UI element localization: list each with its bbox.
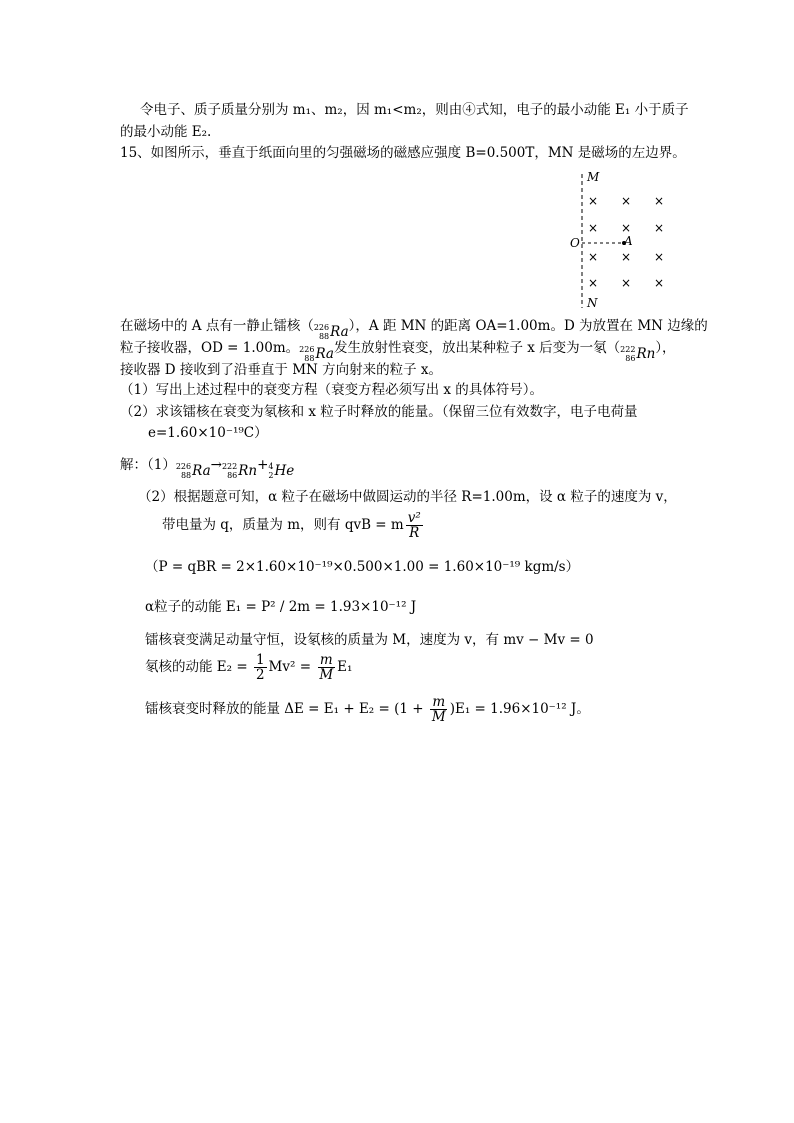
numerator: m bbox=[432, 694, 446, 710]
field-cross: × bbox=[621, 250, 632, 264]
solution-2-line-1: （2）根据题意可知，α 粒子在磁场中做圆运动的半径 R=1.00m，设 α 粒子的速度为 v， bbox=[138, 489, 677, 505]
label-O: O bbox=[570, 236, 580, 250]
text: 粒子接收器，OD = 1.00m。 bbox=[120, 340, 300, 356]
field-cross: × bbox=[588, 194, 599, 208]
text: 解：（1） bbox=[120, 457, 176, 473]
alpha-kinetic-energy: α粒子的动能 E₁ = P² / 2m = 1.93×10⁻¹² J bbox=[145, 599, 417, 615]
numerator: v² bbox=[407, 510, 421, 526]
field-cross: × bbox=[588, 276, 599, 290]
atomic-number: 88 bbox=[304, 354, 315, 363]
denominator: 2 bbox=[255, 667, 265, 683]
radon-kinetic-energy bbox=[145, 652, 352, 682]
plus: + bbox=[257, 457, 269, 473]
label-M: M bbox=[587, 170, 600, 184]
label-A: A bbox=[624, 234, 633, 248]
numerator: m bbox=[319, 652, 333, 668]
helium-symbol bbox=[268, 461, 294, 481]
field-cross: × bbox=[654, 250, 665, 264]
mass-number: 226 bbox=[313, 323, 330, 332]
numerator: 1 bbox=[255, 652, 265, 668]
mass-number: 226 bbox=[175, 462, 192, 471]
para-line-1: 令电子、质子质量分别为 m₁、m₂，因 m₁<m₂，则由④式知，电子的最小动能 E₁ 小于质子 bbox=[140, 102, 689, 118]
mass-number: 226 bbox=[299, 345, 315, 354]
field-cross: × bbox=[654, 194, 665, 208]
field-cross: × bbox=[654, 276, 665, 290]
q15-line-4: 接收器 D 接收到了沿垂直于 MN 方向射来的粒子 x。 bbox=[120, 362, 443, 378]
element: Ra bbox=[192, 463, 211, 479]
element: Ra bbox=[330, 324, 349, 340]
atomic-number: 88 bbox=[318, 332, 330, 341]
solution-1 bbox=[120, 455, 294, 481]
field-cross: × bbox=[588, 221, 599, 235]
text: )E₁ = 1.96×10⁻¹² J。 bbox=[449, 701, 590, 717]
mass-number: 222 bbox=[620, 345, 636, 354]
denominator: M bbox=[319, 667, 334, 683]
text: Mv² = bbox=[268, 659, 316, 675]
text: 氡核的动能 E₂ = bbox=[145, 659, 252, 675]
text: 发生放射性衰变，放出某种粒子 x 后变为一氡（ bbox=[333, 340, 621, 356]
field-cross: × bbox=[621, 194, 632, 208]
radon-symbol bbox=[222, 461, 257, 481]
fraction bbox=[430, 695, 448, 724]
denominator: R bbox=[409, 525, 420, 541]
text: 在磁场中的 A 点有一静止镭核（ bbox=[120, 318, 314, 334]
momentum-equation: （P = qBR = 2×1.60×10⁻¹⁹×0.500×1.00 = 1.60×10⁻¹⁹ kgm/s） bbox=[145, 559, 580, 575]
text: E₁ bbox=[337, 659, 353, 675]
momentum-conservation: 镭核衰变满足动量守恒，设氡核的质量为 M，速度为 v，有 mv − Mv = 0 bbox=[145, 632, 594, 648]
element: Rn bbox=[636, 346, 656, 362]
radium-symbol bbox=[176, 461, 211, 481]
text: 镭核衰变时释放的能量 ΔE = E₁ + E₂ = (1 + bbox=[145, 701, 428, 717]
q15-sub-2: （2）求该镭核在衰变为氡核和 x 粒子时释放的能量。（保留三位有效数字，电子电荷量 bbox=[120, 404, 638, 420]
denominator: M bbox=[431, 709, 446, 725]
field-cross: × bbox=[621, 221, 632, 235]
atomic-number: 86 bbox=[625, 354, 636, 363]
q15-title: 15、如图所示，垂直于纸面向里的匀强磁场的磁感应强度 B=0.500T，MN 是磁场的左边界。 bbox=[120, 145, 686, 161]
released-energy bbox=[145, 694, 590, 724]
q15-sub-1: （1）写出上述过程中的衰变方程（衰变方程必须写出 x 的具体符号）。 bbox=[120, 382, 544, 398]
atomic-number: 2 bbox=[268, 471, 274, 480]
radon-symbol bbox=[620, 344, 655, 364]
fraction bbox=[317, 653, 335, 682]
field-cross: × bbox=[588, 250, 599, 264]
element: He bbox=[274, 463, 295, 479]
para-line-2: 的最小动能 E₂. bbox=[120, 124, 212, 140]
element: Ra bbox=[315, 346, 334, 362]
text: ），A 距 MN 的距离 OA=1.00m。D 为放置在 MN 边缘的 bbox=[348, 318, 708, 334]
magnetic-field-figure bbox=[560, 168, 680, 314]
mass-number: 222 bbox=[221, 462, 238, 471]
label-N: N bbox=[587, 296, 598, 310]
atomic-number: 88 bbox=[180, 471, 192, 480]
field-cross: × bbox=[654, 221, 665, 235]
atomic-number: 86 bbox=[227, 471, 238, 480]
fraction bbox=[254, 653, 267, 682]
fraction bbox=[406, 511, 423, 540]
mass-number: 4 bbox=[268, 462, 274, 471]
q15-electron-charge: e=1.60×10⁻¹⁹C） bbox=[148, 425, 268, 441]
text: ）， bbox=[655, 340, 676, 356]
text: 带电量为 q，质量为 m，则有 qvB = m bbox=[162, 517, 404, 533]
solution-2-line-2 bbox=[162, 510, 425, 540]
element: Rn bbox=[238, 463, 258, 479]
arrow: → bbox=[210, 457, 222, 473]
field-cross: × bbox=[621, 276, 632, 290]
